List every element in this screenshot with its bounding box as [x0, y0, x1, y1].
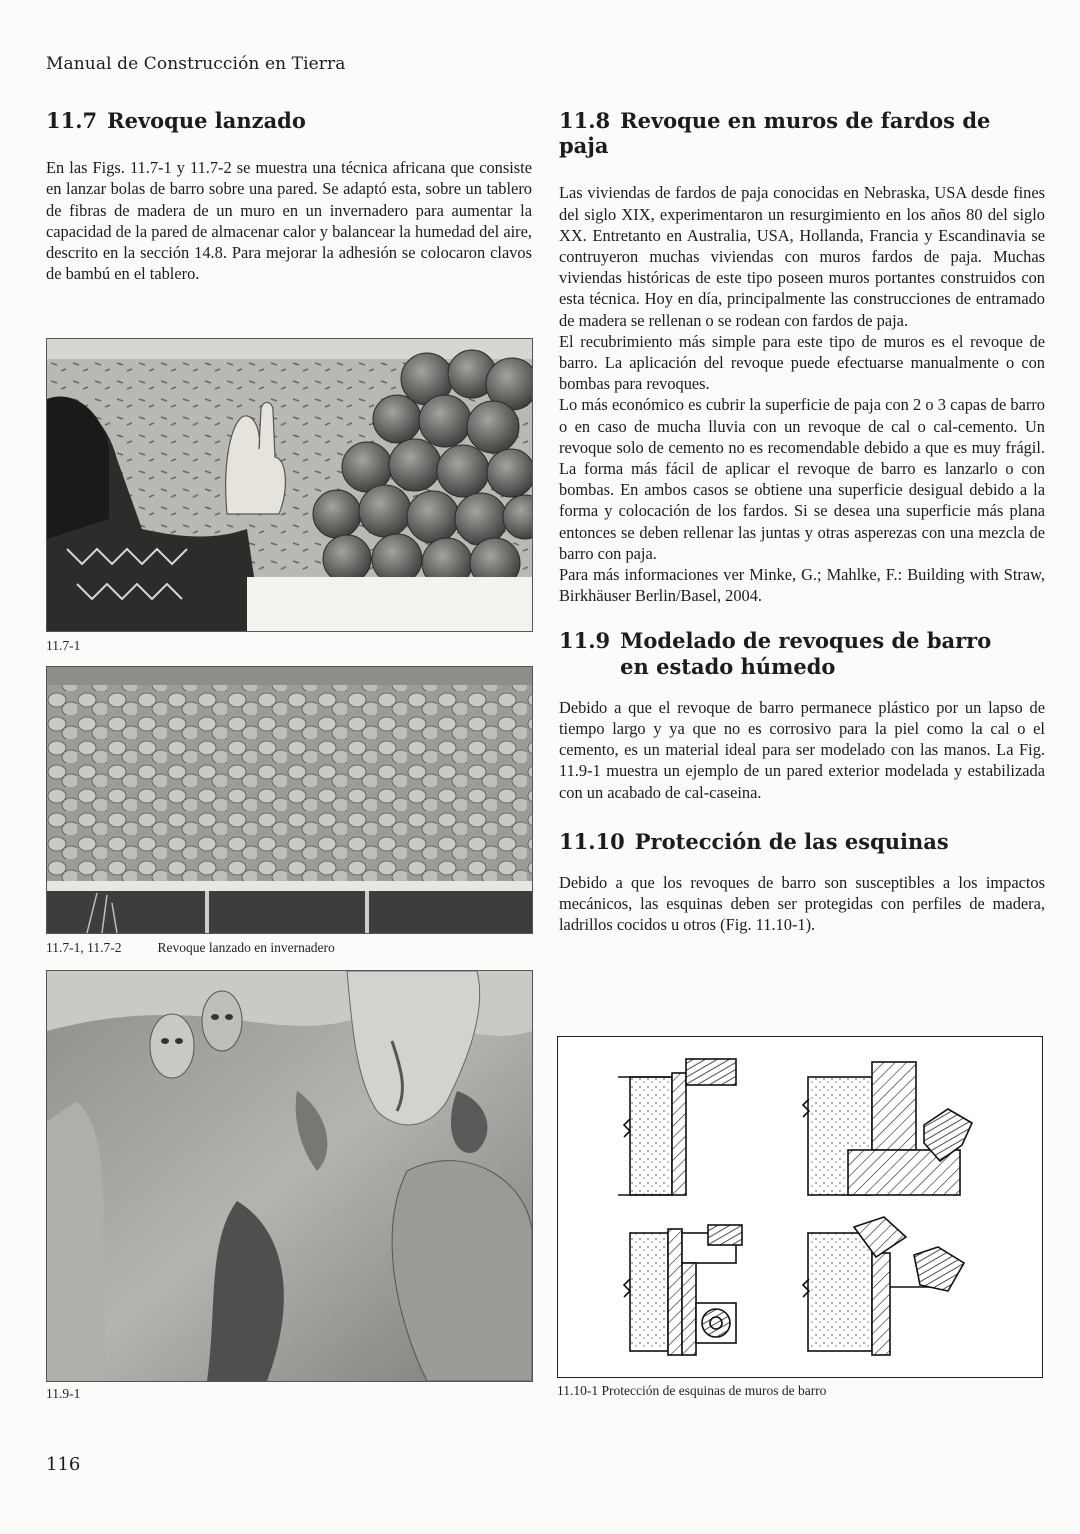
section-11-8-body — [559, 182, 1045, 606]
section-11-7-heading — [46, 108, 532, 133]
paragraph: El recubrimiento más simple para este tipo de muros es el revoque de barro. La aplicación del revoque puede efectuarse manualmente o con bombas para revoques. — [559, 331, 1045, 394]
right-column — [559, 108, 1045, 936]
paragraph: Para más informaciones ver Minke, G.; Mahlke, F.: Building with Straw, Birkhäuser Berlin/Basel, 2004. — [559, 565, 1045, 606]
page-number: 116 — [46, 1454, 81, 1475]
section-number: 11.9 — [559, 628, 611, 654]
photo-greenhouse-wall — [46, 666, 533, 934]
section-11-9-heading — [559, 628, 1045, 678]
caption-11-10-1 — [557, 1383, 826, 1399]
caption-11-7-2-label: 11.7-1, 11.7-2 — [46, 940, 122, 955]
photo-sculpted-wall — [46, 970, 533, 1382]
section-11-9-body: Debido a que el revoque de barro permanece plástico por un lapso de tiempo largo y ya que no es corrosivo para la piel como la cal o el cemento, es un material ideal para ser modelado con las manos. La Fig. 11.9-1 muestra un ejemplo de un pared exterior modelada y estabilizada con un acabado de cal-caseina. — [559, 697, 1045, 802]
section-title: Protección de las esquinas — [634, 828, 949, 854]
caption-11-9-1: 11.9-1 — [46, 1386, 81, 1401]
section-11-7-body: En las Figs. 11.7-1 y 11.7-2 se muestra una técnica africana que consiste en lanzar bolas de barro sobre una pared. Se adaptó esta, sobre un tablero de fibras de madera de un muro en un invernadero para aumentar la capacidad de la pared de almacenar calor y balancear la humedad del aire, descrito en la sección 14.8. Para mejorar la adhesión se colocaron clavos de bambú en el tablero. — [46, 158, 532, 284]
corner-protection-diagram — [557, 1036, 1043, 1378]
section-title — [620, 628, 991, 678]
caption-11-7-1: 11.7-1 — [46, 638, 81, 653]
caption-11-10-1-label: 11.10-1 — [557, 1383, 599, 1398]
photo-mud-throwing-image — [47, 339, 532, 631]
photo-mud-throwing — [46, 338, 533, 632]
corner-protection-drawing — [558, 1037, 1042, 1377]
section-title: Revoque en muros de fardos de paja — [559, 108, 991, 159]
running-head: Manual de Construcción en Tierra — [46, 54, 346, 74]
section-title-line1: Modelado de revoques de barro — [620, 628, 992, 654]
caption-11-7-2 — [46, 940, 335, 956]
section-number: 11.10 — [559, 828, 625, 854]
photo-greenhouse-wall-image — [47, 667, 532, 933]
section-11-10-body: Debido a que los revoques de barro son susceptibles a los impactos mecánicos, las esquinas deben ser protegidas con perfiles de madera, ladrillos cocidos u otros (Fig. 11.10-1). — [559, 873, 1045, 935]
section-title: Revoque lanzado — [107, 108, 306, 133]
left-column — [46, 108, 532, 284]
section-number: 11.7 — [46, 108, 98, 133]
paragraph: Las viviendas de fardos de paja conocidas en Nebraska, USA desde fines del siglo XIX, experimentaron un resurgimiento en los años 80 del siglo XX. Entretanto en Australia, USA, Hollanda, Francia y Escandinavia se contruyeron muchas viviendas con muros fardos de paja. Muchas viviendas históricas de este tipo poseen muros portantes construidos con esta técnica. Hoy en día, principalmente las construcciones de entramado de madera se rellenan o se rodean con fardos de paja. — [559, 183, 1045, 330]
section-11-10-heading — [559, 829, 1045, 854]
photo-sculpted-wall-image — [47, 971, 532, 1381]
caption-11-7-2-text: Revoque lanzado en invernadero — [157, 940, 335, 955]
paragraph: Lo más económico es cubrir la superficie de paja con 2 o 3 capas de barro o en caso de mucha lluvia con un revoque de cal o cal-cemento. Un revoque solo de cemento no es recomendable debido a que es muy frágil. La forma más fácil de aplicar el revoque de barro es lanzarlo o con bombas. En ambos casos se obtiene una superficie desigual debido a la forma y colocación de los fardos. Si se desea una superficie más plana entonces se deben rellenar las juntas y otras asperezas con una mezcla de barro con paja. — [559, 395, 1045, 563]
section-11-8-heading — [559, 108, 1045, 158]
caption-11-10-1-text: Protección de esquinas de muros de barro — [601, 1383, 827, 1398]
section-title-line2: en estado húmedo — [620, 653, 836, 679]
section-number: 11.8 — [559, 108, 611, 133]
